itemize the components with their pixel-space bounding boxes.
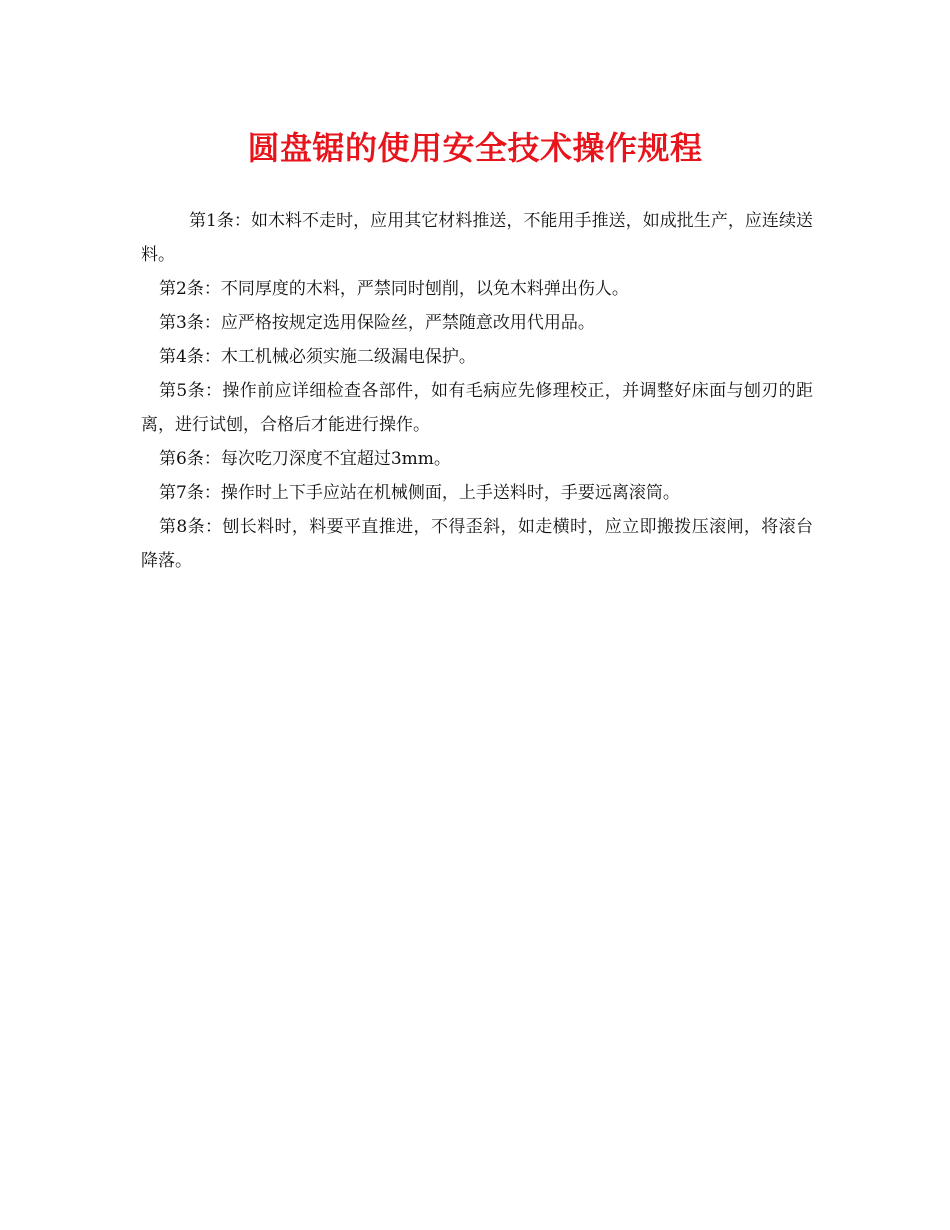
article-1: 第1条：如木料不走时，应用其它材料推送，不能用手推送，如成批生产，应连续送料。 [141,211,813,265]
document-body [141,204,813,578]
article-2: 第2条：不同厚度的木料，严禁同时刨削，以免木料弹出伤人。 [159,279,629,299]
article-4: 第4条：木工机械必须实施二级漏电保护。 [159,347,476,367]
article-5: 第5条：操作前应详细检查各部件，如有毛病应先修理校正，并调整好床面与刨刃的距离，进行试刨，合格后才能进行操作。 [141,381,813,435]
article-3: 第3条：应严格按规定选用保险丝，严禁随意改用代用品。 [159,313,595,333]
article-7: 第7条：操作时上下手应站在机械侧面，上手送料时，手要远离滚筒。 [159,483,680,503]
document-title: 圆盘锯的使用安全技术操作规程 [247,129,703,167]
article-8: 第8条：刨长料时，料要平直推进，不得歪斜，如走横时，应立即搬拨压滚闸，将滚台降落。 [141,517,813,571]
article-6: 第6条：每次吃刀深度不宜超过3mm。 [159,449,451,469]
